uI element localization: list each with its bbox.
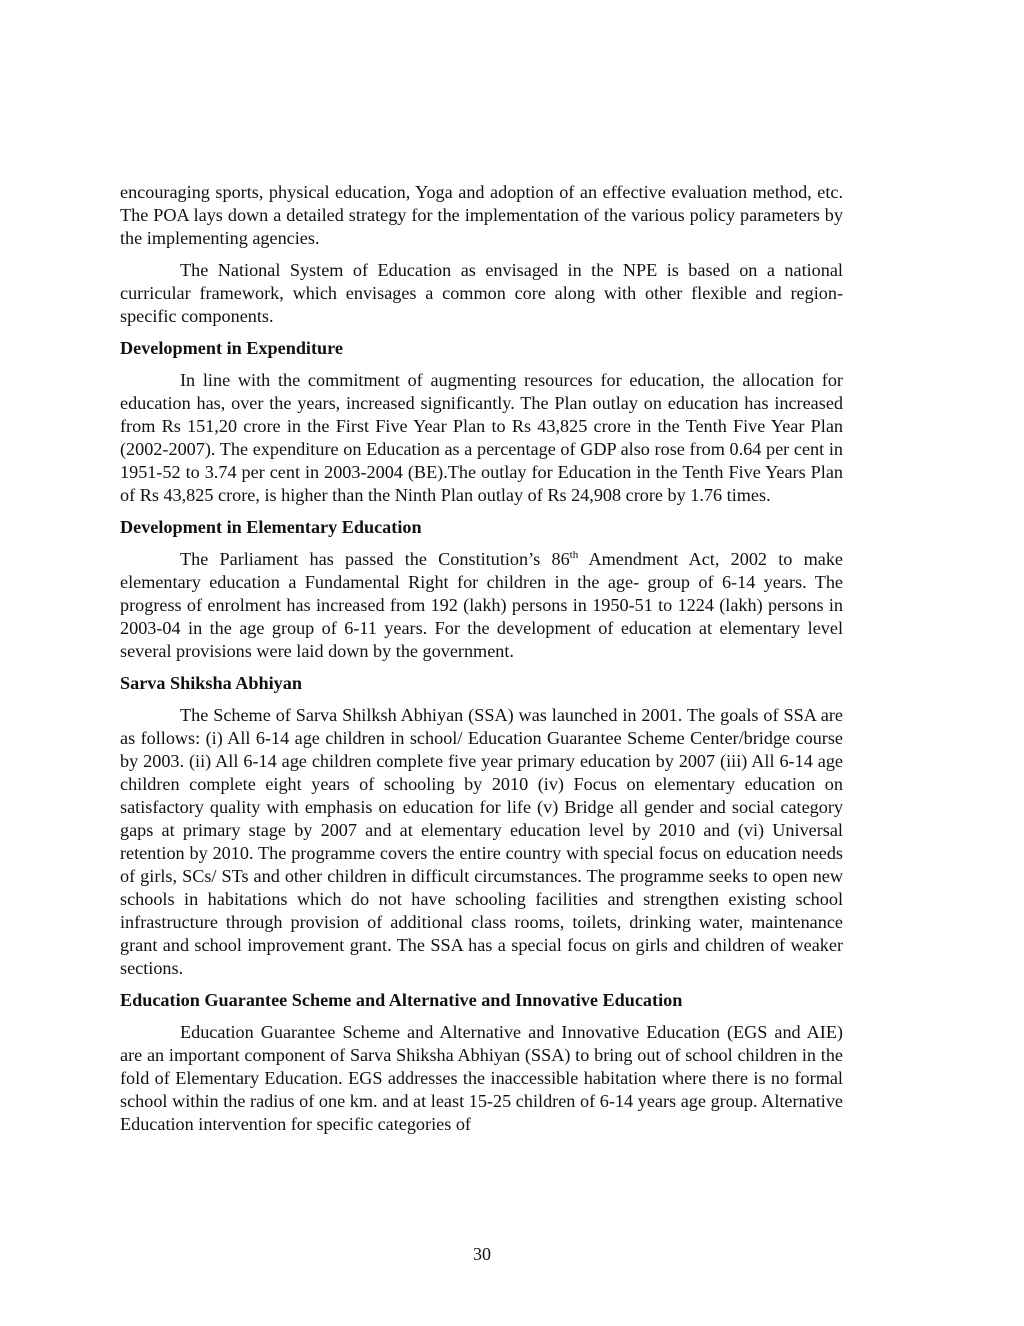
- superscript-th: th: [569, 549, 579, 561]
- paragraph-expenditure: In line with the commitment of augmenting resources for education, the allocation for education has, over the years, increased significantly. The Plan outlay on education has increased from Rs 151,20 crore in the First Five Year Plan to Rs 43,825 crore in the Tenth Five Year Plan (2002-2007). The expenditure on Education as a percentage of GDP also rose from 0.64 per cent in 1951-52 to 3.74 per cent in 2003-2004 (BE).The outlay for Education in the Tenth Five Years Plan of Rs 43,825 crore, is higher than the Ninth Plan outlay of Rs 24,908 crore by 1.76 times.: [120, 370, 843, 505]
- document-body: [120, 181, 843, 1145]
- paragraph-intro-continuation: encouraging sports, physical education, Yoga and adoption of an effective evaluation method, etc. The POA lays down a detailed strategy for the implementation of the various policy parameters by the implementing agencies.: [120, 182, 843, 248]
- paragraph-national-system: The National System of Education as envisaged in the NPE is based on a national curricular framework, which envisages a common core along with other flexible and region-specific components.: [120, 260, 843, 326]
- paragraph-elementary-text-b: Amendment Act, 2002 to make elementary education a Fundamental Right for children in the age- group of 6-14 years. The progress of enrolment has increased from 192 (lakh) persons in 1950-51 to 1224 (lakh) persons in 2003-04 in the age group of 6-11 years. For the development of education at elementary level several provisions were laid down by the government.: [120, 549, 843, 661]
- heading-sarva-shiksha-abhiyan: Sarva Shiksha Abhiyan: [120, 673, 302, 693]
- paragraph-education-guarantee-scheme: Education Guarantee Scheme and Alternative and Innovative Education (EGS and AIE) are an important component of Sarva Shiksha Abhiyan (SSA) to bring out of school children in the fold of Elementary Education. EGS addresses the inaccessible habitation where there is no formal school within the radius of one km. and at least 15-25 children of 6-14 years age group. Alternative Education intervention for specific categories of: [120, 1022, 843, 1134]
- paragraph-sarva-shiksha-abhiyan: The Scheme of Sarva Shilksh Abhiyan (SSA) was launched in 2001. The goals of SSA are as follows: (i) All 6-14 age children in school/ Education Guarantee Scheme Center/bridge course by 2003. (ii) All 6-14 age children complete five year primary education by 2007 (iii) All 6-14 age children complete eight years of schooling by 2010 (iv) Focus on elementary education on satisfactory quality with emphasis on education for life (v) Bridge all gender and social category gaps at primary stage by 2007 and at elementary education level by 2010 and (vi) Universal retention by 2010. The programme covers the entire country with special focus on education needs of girls, SCs/ STs and other children in difficult circumstances. The programme seeks to open new schools in habitations which do not have schooling facilities and strengthen existing school infrastructure through provision of additional class rooms, toilets, drinking water, maintenance grant and school improvement grant. The SSA has a special focus on girls and children of weaker sections.: [120, 705, 843, 978]
- heading-education-guarantee-scheme: Education Guarantee Scheme and Alternative and Innovative Education: [120, 990, 683, 1010]
- heading-development-in-expenditure: Development in Expenditure: [120, 338, 343, 358]
- heading-development-in-elementary-education: Development in Elementary Education: [120, 517, 422, 537]
- page-number: 30: [473, 1244, 491, 1264]
- paragraph-elementary-education: [120, 548, 843, 663]
- paragraph-elementary-text-a: The Parliament has passed the Constitution’s 86: [180, 549, 570, 569]
